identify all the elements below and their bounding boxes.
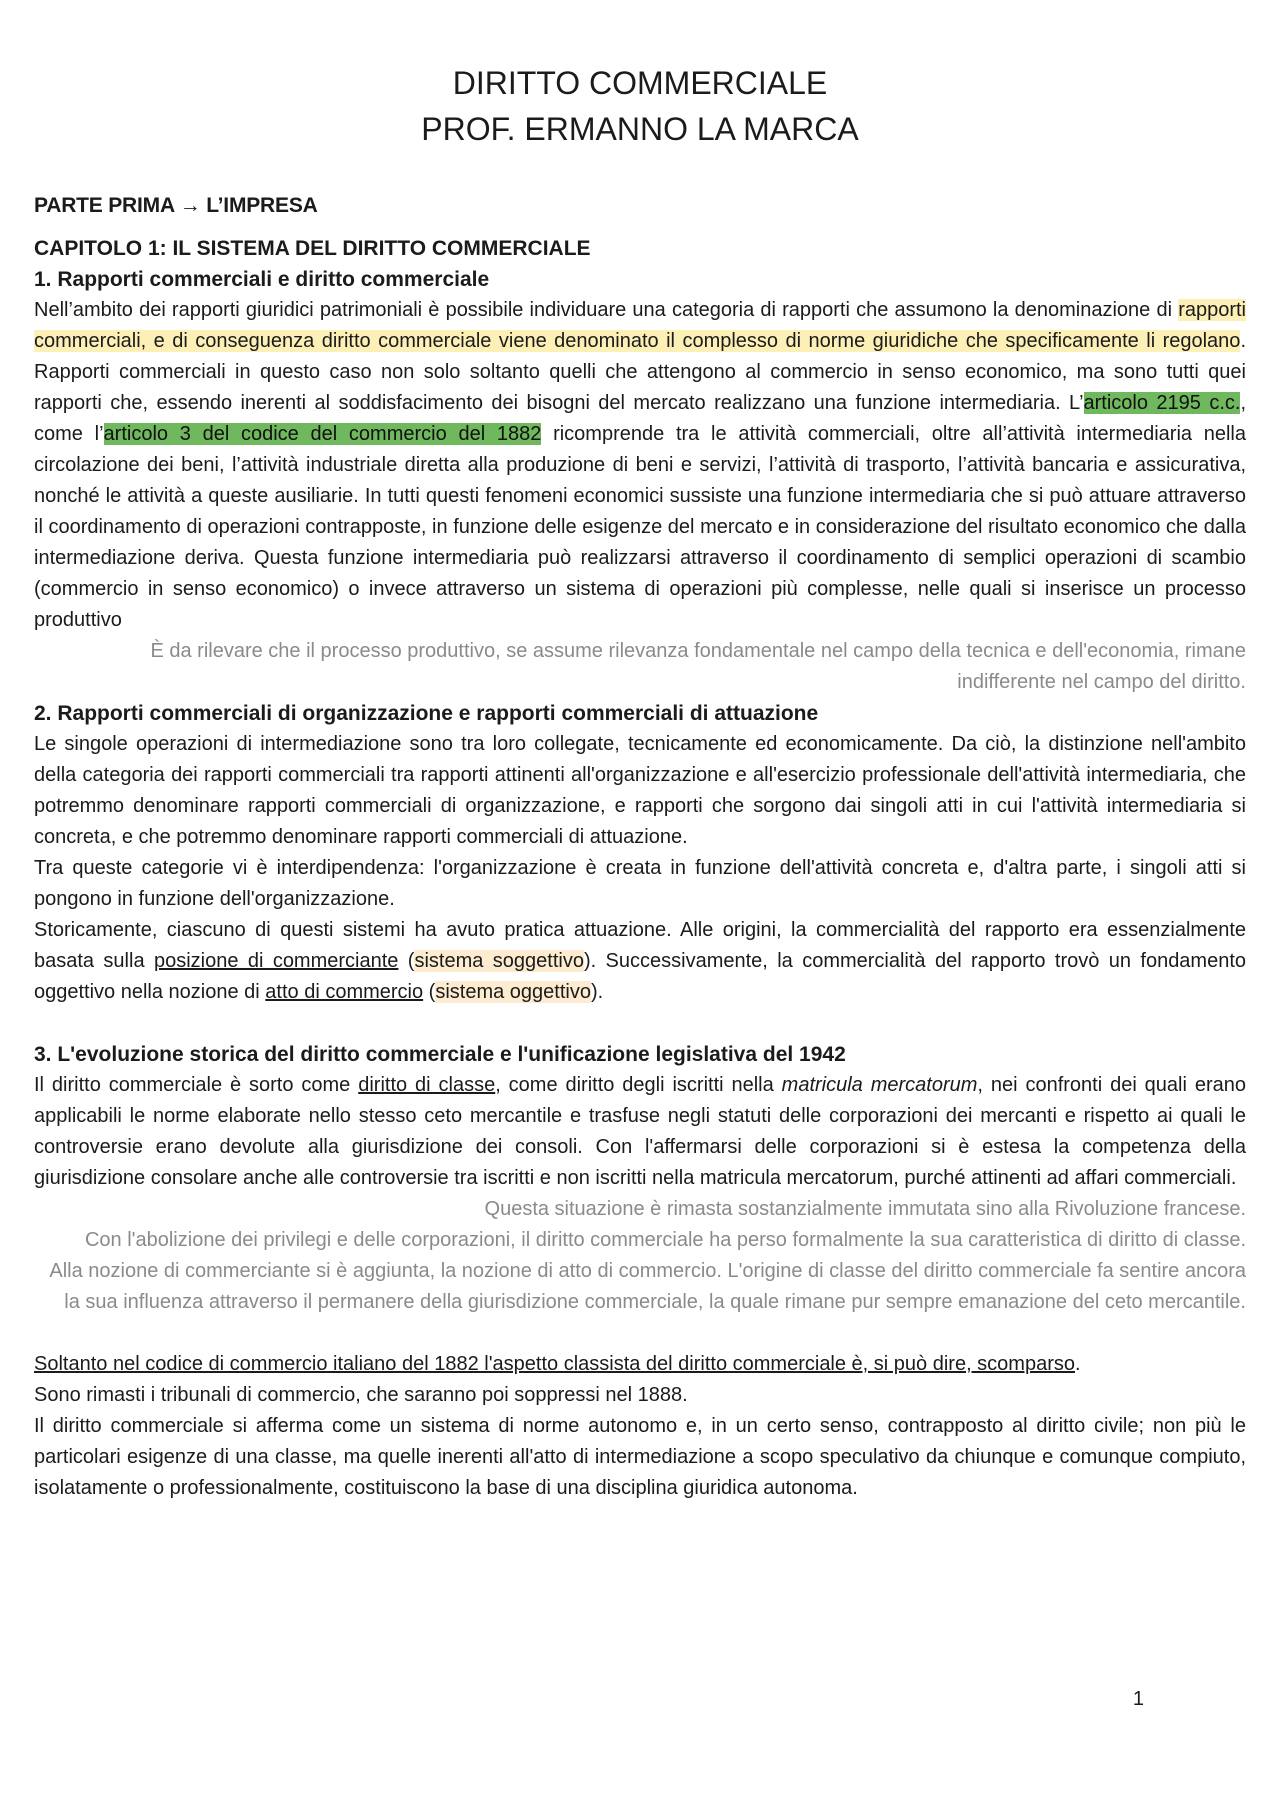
highlight-orange: sistema oggettivo: [435, 981, 591, 1003]
document-title: [34, 60, 1246, 152]
underlined-term: posizione di commerciante: [153, 950, 399, 972]
section-1-heading: 1. Rapporti commerciali e diritto commerciale: [34, 268, 490, 291]
part-heading: PARTE PRIMA → L’IMPRESA: [34, 194, 318, 217]
section-3-paragraph-3: Sono rimasti i tribunali di commercio, che saranno poi soppressi nel 1888.: [34, 1384, 688, 1406]
section-1-note: È da rilevare che il processo produttivo, se assume rilevanza fondamentale nel campo della tecnica e dell'economia, rimane indifferente nel campo del diritto.: [150, 640, 1246, 693]
section-2-paragraph-1: Le singole operazioni di intermediazione sono tra loro collegate, tecnicamente ed economicamente. Da ciò, la distinzione nell'ambito della categoria dei rapporti commerciali tra rapporti attinenti all'organizzazione e all'esercizio professionale dell'attività intermediaria, che potremmo denominare rapporti commerciali di organizzazione, e rapporti che sorgono dai singoli atti in cui l'attività intermediaria si concreta, e che potremmo denominare rapporti commerciali di attuazione.: [34, 733, 1246, 848]
highlight-green: articolo 3 del codice del commercio del 1882: [103, 423, 542, 445]
section-3-note-2: Con l'abolizione dei privilegi e delle corporazioni, il diritto commerciale ha perso formalmente la sua caratteristica di diritto di classe. Alla nozione di commerciante si è aggiunta, la nozione di atto di commercio. L'origine di classe del diritto commerciale fa sentire ancora la sua influenza attraverso il permanere della giurisdizione commerciale, la quale rimane pur sempre emanazione del ceto mercantile.: [49, 1229, 1246, 1313]
highlight-yellow: rapporti commerciali, e di conseguenza diritto commerciale viene denominato il complesso di norme giuridiche che specificamente li regolano: [34, 299, 1246, 352]
title-line-1: DIRITTO COMMERCIALE: [452, 65, 828, 101]
section-2-heading: 2. Rapporti commerciali di organizzazione e rapporti commerciali di attuazione: [34, 702, 819, 725]
section-3-paragraph-2: Soltanto nel codice di commercio italiano del 1882 l'aspetto classista del diritto commerciale è, si può dire, scomparso.: [34, 1353, 1081, 1375]
highlight-green: articolo 2195 c.c.: [1083, 392, 1241, 414]
underlined-term: diritto di classe: [358, 1074, 496, 1096]
section-1-paragraph: Nell’ambito dei rapporti giuridici patrimoniali è possibile individuare una categoria di rapporti che assumono la denominazione di rapporti commerciali, e di conseguenza diritto commerciale viene denominato il complesso di norme giuridiche che specificamente li regolano. Rapporti commerciali in questo caso non solo soltanto quelli che attengono al commercio in senso economico, ma sono tutti quei rapporti che, essendo inerenti al soddisfacimento dei bisogni del mercato realizzano una funzione intermediaria. L’articolo 2195 c.c., come l’articolo 3 del codice del commercio del 1882 ricomprende tra le attività commerciali, oltre all’attività intermediaria nella circolazione dei beni, l’attività industriale diretta alla produzione di beni e servizi, l’attività di trasporto, l’attività bancaria e assicurativa, nonché le attività a queste ausiliarie. In tutti questi fenomeni economici sussiste una funzione intermediaria che si può attuare attraverso il coordinamento di operazioni contrapposte, in funzione delle esigenze del mercato e in considerazione del risultato economico che dalla intermediazione deriva. Questa funzione intermediaria può realizzarsi attraverso il coordinamento di semplici operazioni di scambio (commercio in senso economico) o invece attraverso un sistema di operazioni più complesse, nelle quali si inserisce un processo produttivo: [34, 299, 1246, 631]
underlined-term: atto di commercio: [265, 981, 424, 1003]
section-2-paragraph-2: Tra queste categorie vi è interdipendenza: l'organizzazione è creata in funzione dell'attività concreta e, d'altra parte, i singoli atti si pongono in funzione dell'organizzazione.: [34, 857, 1246, 910]
page-number: 1: [1132, 1688, 1144, 1710]
chapter-heading: CAPITOLO 1: IL SISTEMA DEL DIRITTO COMMERCIALE: [34, 237, 591, 260]
section-3-paragraph-1: Il diritto commerciale è sorto come diritto di classe, come diritto degli iscritti nella matricula mercatorum, nei confronti dei quali erano applicabili le norme elaborate nello stesso ceto mercantile e trasfuse negli statuti delle corporazioni dei mercanti e rispetto ai quali le controversie erano devolute alla giurisdizione dei consoli. Con l'affermarsi delle corporazioni si è estesa la competenza della giurisdizione consolare anche alle controversie tra iscritti e non iscritti nella matricula mercatorum, purché attinenti ad affari commerciali.: [34, 1074, 1246, 1189]
section-3-paragraph-4: Il diritto commerciale si afferma come un sistema di norme autonomo e, in un certo senso, contrapposto al diritto civile; non più le particolari esigenze di una classe, ma quelle inerenti all'atto di intermediazione a scopo speculativo da chiunque e comunque compiuto, isolatamente o professionalmente, costituiscono la base di una disciplina giuridica autonoma.: [34, 1415, 1246, 1499]
section-3-heading: 3. L'evoluzione storica del diritto commerciale e l'unificazione legislativa del 1942: [34, 1043, 846, 1066]
underlined-sentence: Soltanto nel codice di commercio italiano del 1882 l'aspetto classista del diritto commerciale è, si può dire, scomparso: [34, 1353, 1075, 1375]
italic-term: matricula mercatorum: [781, 1074, 978, 1096]
highlight-orange: sistema soggettivo: [414, 950, 584, 972]
document-page: [34, 0, 1246, 1504]
section-3-note-1: Questa situazione è rimasta sostanzialmente immutata sino alla Rivoluzione francese.: [484, 1198, 1246, 1220]
title-line-2: PROF. ERMANNO LA MARCA: [421, 111, 859, 147]
section-2-paragraph-3: Storicamente, ciascuno di questi sistemi ha avuto pratica attuazione. Alle origini, la commercialità del rapporto era essenzialmente basata sulla posizione di commerciante (sistema soggettivo). Successivamente, la commercialità del rapporto trovò un fondamento oggettivo nella nozione di atto di commercio (sistema oggettivo).: [34, 919, 1247, 1003]
